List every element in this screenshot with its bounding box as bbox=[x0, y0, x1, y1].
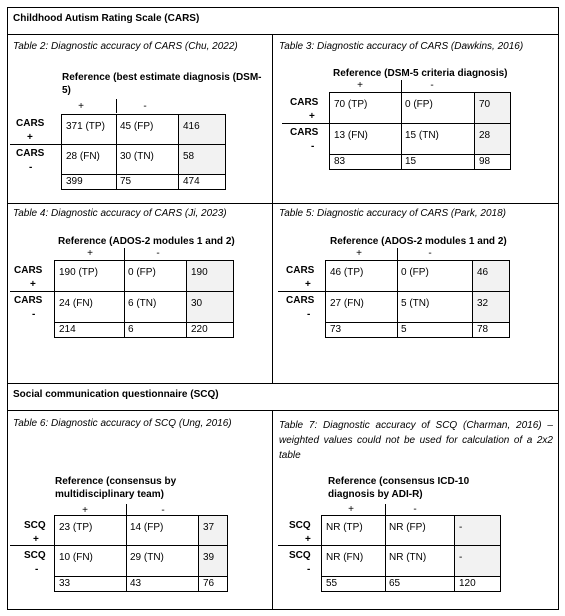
cell-false-negative: 28 (FN) bbox=[61, 144, 117, 175]
cell-false-positive: NR (FP) bbox=[385, 515, 455, 546]
table-caption-text: : Diagnostic accuracy of CARS (Chu, 2022) bbox=[45, 41, 238, 52]
row-label: CARS bbox=[16, 148, 45, 159]
row-sign: + bbox=[309, 111, 315, 122]
cell-true-negative: 15 (TN) bbox=[401, 123, 475, 155]
cell-grand-total: 76 bbox=[198, 576, 228, 592]
cell-grand-total: 220 bbox=[186, 322, 234, 338]
row-sign: + bbox=[33, 534, 39, 545]
divider bbox=[7, 34, 559, 35]
row-sign: - bbox=[307, 309, 311, 320]
row-divider bbox=[282, 123, 330, 124]
row-sign: - bbox=[32, 309, 36, 320]
reference-header: Reference (best estimate diagnosis (DSM-5) bbox=[62, 72, 262, 96]
cell-row-total: 28 bbox=[474, 123, 511, 155]
cell-true-positive: 371 (TP) bbox=[61, 114, 117, 145]
row-divider bbox=[278, 545, 322, 546]
divider bbox=[7, 203, 559, 204]
column-sign-negative: - bbox=[428, 248, 432, 259]
cell-row-total: 30 bbox=[186, 291, 234, 323]
row-label: CARS bbox=[14, 295, 43, 306]
divider bbox=[7, 410, 559, 411]
cell-row-total: - bbox=[454, 515, 501, 546]
table-caption-text: : Diagnostic accuracy of CARS (Park, 2018) bbox=[311, 208, 506, 219]
row-sign: - bbox=[35, 564, 39, 575]
cell-false-negative: 13 (FN) bbox=[329, 123, 402, 155]
cell-column-total: 399 bbox=[61, 174, 117, 190]
row-label: SCQ bbox=[24, 550, 46, 561]
cell-grand-total: 78 bbox=[472, 322, 510, 338]
cell-row-total: - bbox=[454, 545, 501, 577]
row-label: CARS bbox=[286, 295, 315, 306]
row-label: SCQ bbox=[24, 520, 46, 531]
cell-false-negative: 10 (FN) bbox=[54, 545, 127, 577]
cell-row-total: 46 bbox=[472, 260, 510, 292]
cell-column-total: 33 bbox=[54, 576, 127, 592]
row-sign: - bbox=[311, 141, 315, 152]
cell-true-negative: 29 (TN) bbox=[126, 545, 199, 577]
cell-false-positive: 0 (FP) bbox=[397, 260, 473, 292]
cell-grand-total: 120 bbox=[454, 576, 501, 592]
cell-false-positive: 0 (FP) bbox=[124, 260, 187, 292]
row-sign: + bbox=[30, 279, 36, 290]
row-sign: + bbox=[305, 534, 311, 545]
cell-row-total: 32 bbox=[472, 291, 510, 323]
row-divider bbox=[10, 291, 55, 292]
reference-header: Reference (consensus ICD-10 diagnosis by ADI-R) bbox=[328, 476, 470, 500]
divider bbox=[272, 410, 273, 610]
cell-grand-total: 98 bbox=[474, 154, 511, 170]
cell-false-negative: NR (FN) bbox=[321, 545, 386, 577]
cell-row-total: 37 bbox=[198, 515, 228, 546]
table-caption bbox=[13, 208, 227, 220]
cell-false-positive: 0 (FP) bbox=[401, 92, 475, 124]
table-caption bbox=[279, 41, 523, 53]
table-caption-text: : Diagnostic accuracy of SCQ (Ung, 2016) bbox=[45, 418, 232, 429]
cell-column-total: 83 bbox=[329, 154, 402, 170]
cell-column-total: 75 bbox=[116, 174, 179, 190]
cell-true-positive: NR (TP) bbox=[321, 515, 386, 546]
row-label: SCQ bbox=[289, 550, 311, 561]
row-label: CARS bbox=[14, 265, 43, 276]
row-divider bbox=[10, 144, 61, 145]
table-label: Table 7 bbox=[279, 420, 315, 431]
row-sign: - bbox=[307, 564, 311, 575]
table-caption-text: : Diagnostic accuracy of CARS (Ji, 2023) bbox=[45, 208, 227, 219]
column-sign-negative: - bbox=[143, 101, 147, 112]
cell-false-positive: 45 (FP) bbox=[116, 114, 179, 145]
reference-header: Reference (ADOS-2 modules 1 and 2) bbox=[330, 236, 507, 247]
row-label: CARS bbox=[16, 118, 45, 129]
table-caption bbox=[13, 41, 238, 53]
cell-column-total: 5 bbox=[397, 322, 473, 338]
column-sign-negative: - bbox=[156, 248, 160, 259]
cell-column-total: 73 bbox=[325, 322, 398, 338]
row-label: SCQ bbox=[289, 520, 311, 531]
cell-true-positive: 70 (TP) bbox=[329, 92, 402, 124]
cell-true-negative: 6 (TN) bbox=[124, 291, 187, 323]
table-label: Table 4 bbox=[13, 208, 46, 219]
cell-row-total: 39 bbox=[198, 545, 228, 577]
table-label: Table 2 bbox=[13, 41, 46, 52]
cell-column-total: 6 bbox=[124, 322, 187, 338]
cell-true-positive: 23 (TP) bbox=[54, 515, 127, 546]
cell-false-positive: 14 (FP) bbox=[126, 515, 199, 546]
table-caption bbox=[13, 418, 232, 430]
section-title-cars: Childhood Autism Rating Scale (CARS) bbox=[13, 13, 200, 24]
column-sign-negative: - bbox=[430, 80, 434, 91]
table-caption-text: : Diagnostic accuracy of CARS (Dawkins, 2016) bbox=[311, 41, 524, 52]
divider bbox=[7, 383, 559, 384]
column-sign-positive: + bbox=[78, 101, 84, 112]
cell-row-total: 70 bbox=[474, 92, 511, 124]
row-sign: + bbox=[305, 279, 311, 290]
table-caption bbox=[279, 208, 506, 220]
cell-true-negative: 5 (TN) bbox=[397, 291, 473, 323]
row-sign: + bbox=[27, 132, 33, 143]
row-sign: - bbox=[29, 162, 33, 173]
cell-row-total: 416 bbox=[178, 114, 226, 145]
reference-header: Reference (ADOS-2 modules 1 and 2) bbox=[58, 236, 235, 247]
cell-column-total: 43 bbox=[126, 576, 199, 592]
table-label: Table 5 bbox=[279, 208, 312, 219]
cell-row-total: 58 bbox=[178, 144, 226, 175]
table-label: Table 6 bbox=[13, 418, 46, 429]
column-sign-positive: + bbox=[348, 504, 354, 515]
column-sign-positive: + bbox=[87, 248, 93, 259]
cell-column-total: 15 bbox=[401, 154, 475, 170]
row-divider bbox=[10, 545, 55, 546]
row-label: CARS bbox=[290, 97, 319, 108]
divider bbox=[272, 34, 273, 383]
column-sign-positive: + bbox=[356, 248, 362, 259]
cell-column-total: 65 bbox=[385, 576, 455, 592]
row-label: CARS bbox=[290, 127, 319, 138]
column-sign-positive: + bbox=[357, 80, 363, 91]
reference-header: Reference (consensus by multidisciplinary team) bbox=[55, 476, 177, 500]
cell-grand-total: 474 bbox=[178, 174, 226, 190]
row-divider bbox=[278, 291, 326, 292]
column-sign-negative: - bbox=[413, 504, 417, 515]
cell-column-total: 55 bbox=[321, 576, 386, 592]
reference-header: Reference (DSM-5 criteria diagnosis) bbox=[333, 68, 508, 79]
section-title-scq: Social communication questionnaire (SCQ) bbox=[13, 389, 219, 400]
cell-true-positive: 190 (TP) bbox=[54, 260, 125, 292]
cell-true-negative: 30 (TN) bbox=[116, 144, 179, 175]
cell-true-negative: NR (TN) bbox=[385, 545, 455, 577]
column-sign-positive: + bbox=[82, 505, 88, 516]
cell-column-total: 214 bbox=[54, 322, 125, 338]
cell-true-positive: 46 (TP) bbox=[325, 260, 398, 292]
table-label: Table 3 bbox=[279, 41, 312, 52]
column-sign-negative: - bbox=[161, 505, 165, 516]
row-label: CARS bbox=[286, 265, 315, 276]
table-caption bbox=[279, 418, 553, 463]
cell-false-negative: 24 (FN) bbox=[54, 291, 125, 323]
table-caption-text: : Diagnostic accuracy of SCQ (Charman, 2016) – weighted values could not be used for calculation of a 2x2 table bbox=[279, 420, 553, 461]
column-divider bbox=[116, 99, 117, 113]
cell-false-negative: 27 (FN) bbox=[325, 291, 398, 323]
cell-row-total: 190 bbox=[186, 260, 234, 292]
